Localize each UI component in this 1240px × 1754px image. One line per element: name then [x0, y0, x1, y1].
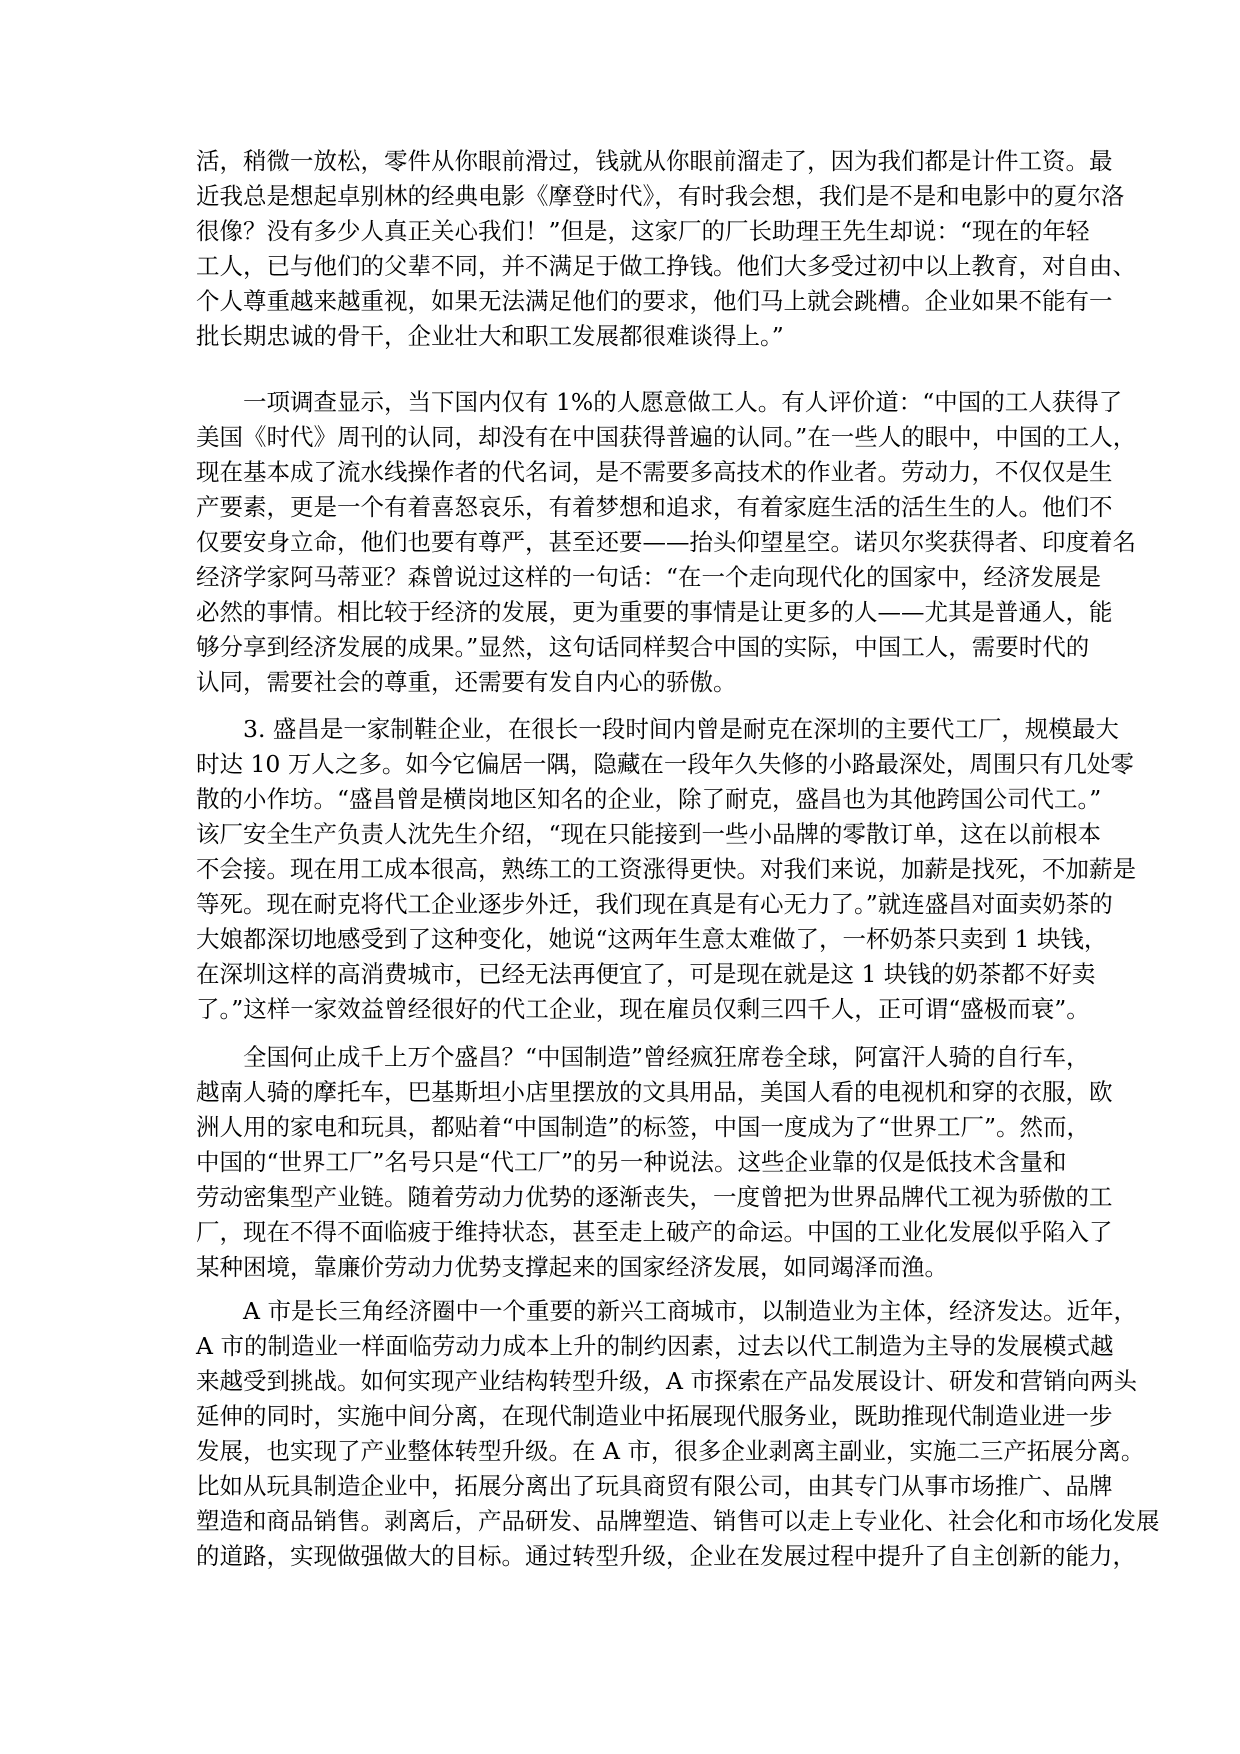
text-line: 活，稍微一放松，零件从你眼前滑过，钱就从你眼前溜走了，因为我们都是计件工资。最: [196, 147, 1113, 175]
text-line: A 市的制造业一样面临劳动力成本上升的制约因素，过去以代工制造为主导的发展模式越: [196, 1332, 1114, 1360]
text-line: 比如从玩具制造企业中，拓展分离出了玩具商贸有限公司，由其专门从事市场推广、品牌: [196, 1472, 1113, 1500]
text-line: 洲人用的家电和玩具，都贴着“中国制造”的标签，中国一度成为了“世界工厂”。然而，: [196, 1113, 1091, 1141]
text-line: 该厂安全生产负责人沈先生介绍，“现在只能接到一些小品牌的零散订单，这在以前根本: [196, 820, 1102, 848]
text-line: 中国的“世界工厂”名号只是“代工厂”的另一种说法。这些企业靠的仅是低技术含量和: [196, 1148, 1067, 1176]
text-line: 塑造和商品销售。剥离后，产品研发、品牌塑造、销售可以走上专业化、社会化和市场化发展: [196, 1507, 1160, 1535]
text-line: 个人尊重越来越重视，如果无法满足他们的要求，他们马上就会跳槽。企业如果不能有一: [196, 287, 1113, 315]
paragraph-5: [196, 1294, 1160, 1574]
text-line: 认同，需要社会的尊重，还需要有发自内心的骄傲。: [196, 668, 737, 696]
text-line: 劳动密集型产业链。随着劳动力优势的逐渐丧失，一度曾把为世界品牌代工视为骄傲的工: [196, 1183, 1113, 1211]
text-line: 越南人骑的摩托车，巴基斯坦小店里摆放的文具用品，美国人看的电视机和穿的衣服，欧: [196, 1078, 1113, 1106]
text-line: 延伸的同时，实施中间分离，在现代制造业中拓展现代服务业，既助推现代制造业进一步: [196, 1402, 1113, 1430]
text-line: 经济学家阿马蒂亚？森曾说过这样的一句话：“在一个走向现代化的国家中，经济发展是: [196, 563, 1102, 591]
text-line: 某种困境，靠廉价劳动力优势支撑起来的国家经济发展，如同竭泽而渔。: [196, 1253, 948, 1281]
paragraph-3: [196, 712, 1136, 1027]
text-line: 等死。现在耐克将代工企业逐步外迁，我们现在真是有心无力了。”就连盛昌对面卖奶茶的: [196, 890, 1113, 918]
text-line: 一项调查显示，当下国内仅有 1%的人愿意做工人。有人评价道：“中国的工人获得了: [196, 388, 1123, 416]
text-line: 工人，已与他们的父辈不同，并不满足于做工挣钱。他们大多受过初中以上教育，对自由、: [196, 252, 1136, 280]
text-line: 必然的事情。相比较于经济的发展，更为重要的事情是让更多的人——尤其是普通人，能: [196, 598, 1113, 626]
paragraph-4: [196, 1040, 1113, 1285]
text-line: 的道路，实现做强做大的目标。通过转型升级，企业在发展过程中提升了自主创新的能力，: [196, 1542, 1136, 1570]
text-line: 够分享到经济发展的成果。”显然，这句话同样契合中国的实际，中国工人，需要时代的: [196, 633, 1090, 661]
text-line: 时达 10 万人之多。如今它偏居一隅，隐藏在一段年久失修的小路最深处，周围只有几处零: [196, 750, 1134, 778]
text-line: 仅要安身立命，他们也要有尊严，甚至还要——抬头仰望星空。诺贝尔奖获得者、印度着名: [196, 528, 1136, 556]
text-line: 产要素，更是一个有着喜怒哀乐，有着梦想和追求，有着家庭生活的活生生的人。他们不: [196, 493, 1113, 521]
text-line: 来越受到挑战。如何实现产业结构转型升级，A 市探索在产品发展设计、研发和营销向两头: [196, 1367, 1137, 1395]
paragraph-1: [196, 144, 1136, 354]
text-line: 不会接。现在用工成本很高，熟练工的工资涨得更快。对我们来说，加薪是找死，不加薪是: [196, 855, 1136, 883]
text-line: 批长期忠诚的骨干，企业壮大和职工发展都很难谈得上。”: [196, 322, 784, 350]
text-line: 厂，现在不得不面临疲于维持状态，甚至走上破产的命运。中国的工业化发展似乎陷入了: [196, 1218, 1113, 1246]
text-line: A 市是长三角经济圈中一个重要的新兴工商城市，以制造业为主体，经济发达。近年，: [196, 1297, 1137, 1325]
text-line: 了。”这样一家效益曾经很好的代工企业，现在雇员仅剩三四千人，正可谓“盛极而衰”。: [196, 995, 1090, 1023]
text-line: 发展，也实现了产业整体转型升级。在 A 市，很多企业剥离主副业，实施二三产拓展分离。: [196, 1437, 1145, 1465]
text-line: 现在基本成了流水线操作者的代名词，是不需要多高技术的作业者。劳动力，不仅仅是生: [196, 458, 1113, 486]
text-line: 美国《时代》周刊的认同，却没有在中国获得普遍的认同。”在一些人的眼中，中国的工人，: [196, 423, 1137, 451]
text-line: 近我总是想起卓别林的经典电影《摩登时代》，有时我会想，我们是不是和电影中的夏尔洛: [196, 182, 1125, 210]
text-line: 散的小作坊。“盛昌曾是横岗地区知名的企业，除了耐克，盛昌也为其他跨国公司代工。”: [196, 785, 1102, 813]
text-line: 3. 盛昌是一家制鞋企业，在很长一段时间内曾是耐克在深圳的主要代工厂，规模最大: [196, 715, 1119, 743]
text-line: 大娘都深切地感受到了这种变化，她说“这两年生意太难做了，一杯奶茶只卖到 1 块钱，: [196, 925, 1108, 953]
text-line: 很像？没有多少人真正关心我们！”但是，这家厂的厂长助理王先生却说：“现在的年轻: [196, 217, 1090, 245]
text-line: 在深圳这样的高消费城市，已经无法再便宜了，可是现在就是这 1 块钱的奶茶都不好卖: [196, 960, 1096, 988]
text-line: 全国何止成千上万个盛昌？“中国制造”曾经疯狂席卷全球，阿富汗人骑的自行车，: [196, 1043, 1090, 1071]
paragraph-2: [196, 385, 1137, 700]
